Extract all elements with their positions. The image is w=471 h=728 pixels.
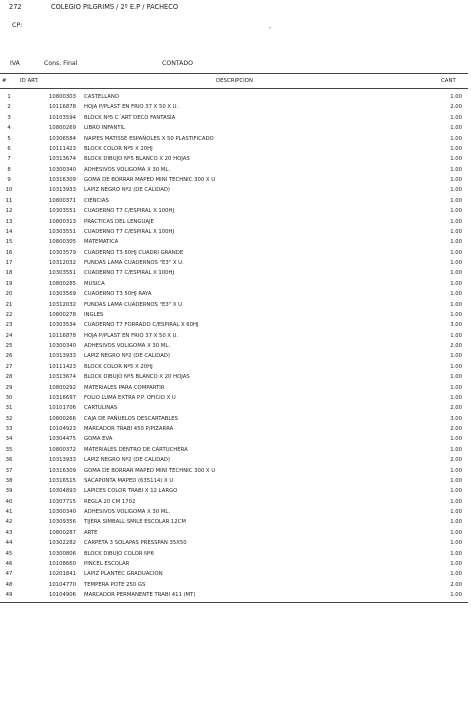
item-description: PRACTICAS DEL LENGUAJE: [84, 218, 154, 225]
item-quantity: 1.00: [450, 125, 462, 132]
table-row: [0, 445, 471, 455]
item-description: TIJERA SIMBALL SMILE ESCOLAR 12CM: [84, 519, 186, 526]
item-id: 10800285: [49, 280, 76, 287]
item-quantity: 3.00: [450, 322, 462, 329]
item-number: 26: [5, 353, 13, 360]
item-description: CUADERNO T3 50HJ CUADRI GRANDE: [84, 249, 184, 256]
item-id: 10104906: [49, 592, 76, 598]
table-row: [0, 528, 471, 538]
item-description: LAPIZ NEGRO Nº2 (DE CALIDAD): [84, 187, 170, 194]
table-row: [0, 196, 471, 206]
item-description: BLOCK Nº5 C´ART DECO FANTASÍA: [84, 114, 176, 121]
item-description: SACAPUNTA MAPED (635114) X U: [84, 477, 174, 484]
item-quantity: 1.00: [450, 394, 462, 401]
item-number: 23: [5, 322, 13, 329]
item-quantity: 1.00: [450, 270, 462, 277]
item-number: 44: [5, 540, 13, 547]
table-row: [0, 165, 471, 175]
item-description: HOJA P/PLAST EN FRIO 37 X 50 X U.: [84, 332, 179, 339]
item-description: CIENCIAS: [84, 197, 109, 204]
table-row: [0, 331, 471, 341]
table-row: [0, 134, 471, 144]
item-number: 12: [5, 208, 13, 215]
item-id: 10313933: [49, 187, 76, 194]
item-number: 31: [5, 405, 13, 412]
table-row: [0, 549, 471, 559]
item-description: BLOCK COLOR Nº5 X 20HJ: [84, 363, 153, 370]
item-number: 34: [5, 436, 13, 443]
divider-bottom: [0, 602, 468, 603]
table-row: [0, 393, 471, 403]
item-number: 45: [5, 550, 13, 557]
table-row: [0, 341, 471, 351]
item-number: 6: [7, 145, 11, 152]
item-id: 10101706: [49, 405, 76, 412]
col-qty: CANT: [441, 78, 456, 84]
item-id: 10303569: [49, 291, 76, 298]
item-id: 10303534: [49, 322, 76, 329]
item-description: MUSICA: [84, 280, 105, 287]
item-quantity: 1.00: [450, 280, 462, 287]
item-id: 10316309: [49, 177, 76, 183]
col-id: ID ART.: [20, 78, 39, 84]
item-id: 10800303: [49, 94, 76, 100]
payment-type: CONTADO: [162, 60, 193, 67]
item-number: 46: [5, 560, 13, 567]
table-row: [0, 310, 471, 320]
item-description: TEMPERA POTE 250 GS: [84, 581, 146, 588]
item-id: 10309356: [49, 519, 76, 526]
item-description: LAPICES COLOR TRABI X 12 LARGO: [84, 488, 178, 495]
item-quantity: 1.00: [450, 477, 462, 484]
table-row: [0, 497, 471, 507]
table-header: [0, 78, 471, 88]
item-id: 10312032: [49, 260, 76, 266]
table-row: [0, 113, 471, 123]
iva-label: IVA: [10, 60, 20, 67]
item-id: 10800287: [49, 529, 76, 536]
item-id: 10800305: [49, 239, 76, 246]
item-description: INGLES: [84, 311, 104, 318]
table-row: [0, 248, 471, 258]
tax-condition: Cons. Final: [44, 60, 78, 67]
item-quantity: 1.00: [450, 498, 462, 505]
item-number: 37: [5, 467, 13, 474]
table-row: [0, 102, 471, 112]
item-number: 13: [5, 218, 13, 225]
col-num: #: [2, 78, 7, 84]
school-name: COLEGIO PILGRIMS / 2º E.P / PACHECO: [51, 3, 179, 11]
item-quantity: 1.00: [450, 446, 462, 453]
item-description: FOLIO LUMA EXTRA P.P. OFICIO X U: [84, 394, 176, 401]
item-number: 9: [7, 177, 11, 183]
document-header: [9, 3, 179, 11]
item-number: 10: [5, 187, 13, 194]
item-description: CARPETA 3 SOLAPAS PRESSPAN 35X50: [84, 540, 187, 547]
item-quantity: 2.00: [450, 581, 462, 588]
item-quantity: 1.00: [450, 249, 462, 256]
item-number: 14: [5, 228, 13, 235]
item-number: 25: [5, 343, 13, 349]
item-number: 47: [5, 571, 13, 578]
item-number: 30: [5, 394, 13, 401]
item-description: LIBRO INFANTIL: [84, 125, 126, 132]
item-number: 15: [5, 239, 13, 246]
item-quantity: 1.00: [450, 239, 462, 246]
item-number: 43: [5, 529, 13, 536]
item-number: 41: [5, 509, 13, 515]
item-quantity: 3.00: [450, 415, 462, 422]
item-number: 18: [5, 270, 13, 277]
item-description: GOMA EVA: [84, 436, 113, 443]
table-row: [0, 538, 471, 548]
table-row: [0, 517, 471, 527]
item-quantity: 1.00: [450, 301, 462, 308]
item-number: 39: [5, 488, 13, 495]
cp-label: CP:: [12, 21, 23, 29]
item-number: 48: [5, 581, 13, 588]
table-row: [0, 486, 471, 496]
item-number: 24: [5, 332, 13, 339]
item-quantity: 1.00: [450, 177, 462, 183]
item-id: 10303551: [49, 208, 76, 215]
item-quantity: 1.00: [450, 218, 462, 225]
item-number: 35: [5, 446, 13, 453]
item-id: 10316697: [49, 394, 76, 401]
item-quantity: 2.00: [450, 426, 462, 432]
item-description: FUNDAS LAMA CUADERNOS "E3" X U.: [84, 301, 184, 308]
table-row: [0, 362, 471, 372]
table-row: [0, 320, 471, 330]
item-description: BLOCK COLOR Nº5 X 20HJ: [84, 145, 153, 152]
table-row: [0, 206, 471, 216]
item-description: MARCADOR PERMANENTE TRABI 411 (MT): [84, 592, 196, 598]
item-id: 10312032: [49, 301, 76, 308]
item-description: LAPIZ NEGRO Nº2 (DE CALIDAD): [84, 353, 170, 360]
item-id: 10316515: [49, 477, 76, 484]
item-description: FUNDAS LAMA CUADERNOS "E3" X U.: [84, 260, 184, 266]
item-number: 7: [7, 156, 11, 163]
list-number: 272: [9, 3, 22, 11]
item-id: 10306584: [49, 135, 76, 142]
item-id: 10316309: [49, 467, 76, 474]
item-number: 42: [5, 519, 13, 526]
item-quantity: 1.00: [450, 114, 462, 121]
item-description: BLOCK DIBUJO COLOR Nº6: [84, 550, 154, 557]
item-description: ADHESIVOS VOLIGOMA X 30 ML.: [84, 343, 171, 349]
item-id: 10313933: [49, 457, 76, 464]
item-quantity: 1.00: [450, 374, 462, 381]
table-row: [0, 154, 471, 164]
item-quantity: 1.00: [450, 592, 462, 598]
table-row: [0, 268, 471, 278]
items-table: [0, 92, 471, 600]
item-description: CARTULINAS: [84, 405, 118, 412]
table-row: [0, 403, 471, 413]
item-number: 22: [5, 311, 13, 318]
item-number: 40: [5, 498, 13, 505]
item-description: BLOCK DIBUJO Nº5 BLANCO X 20 HOJAS: [84, 156, 190, 163]
item-quantity: 2.00: [450, 405, 462, 412]
item-quantity: 1.00: [450, 363, 462, 370]
item-description: MARCADOR TRABI 450 P/PIZARRA: [84, 426, 174, 432]
table-row: [0, 590, 471, 600]
table-row: [0, 185, 471, 195]
item-description: BLOCK DIBUJO Nº5 BLANCO X 20 HOJAS: [84, 374, 190, 381]
item-description: CUADERNO T7 FORRADO C/ESPIRAL X 60HJ: [84, 322, 199, 329]
item-quantity: 1.00: [450, 291, 462, 298]
item-description: CUADERNO T3 50HJ RAYA: [84, 291, 152, 298]
table-row: [0, 237, 471, 247]
item-quantity: 1.00: [450, 353, 462, 360]
table-row: [0, 455, 471, 465]
item-number: 33: [5, 426, 13, 432]
item-description: CASTELLANO: [84, 94, 120, 100]
item-id: 10800278: [49, 311, 76, 318]
item-description: CAJA DE PAÑUELOS DESCARTABLES: [84, 415, 178, 422]
item-number: 32: [5, 415, 13, 422]
item-id: 10303579: [49, 249, 76, 256]
invoice-meta: [0, 60, 471, 70]
item-number: 19: [5, 280, 13, 287]
item-id: 10116878: [49, 332, 76, 339]
item-description: MATEMATICA: [84, 239, 119, 246]
item-description: GOMA DE BORRAR MAPED MINI TECHNIC 300 X U: [84, 467, 216, 474]
item-description: MATERIALES PARA COMPARTIR: [84, 384, 165, 391]
item-id: 10800371: [49, 197, 76, 204]
item-id: 10116878: [49, 104, 76, 111]
item-quantity: 2.00: [450, 457, 462, 464]
table-row: [0, 372, 471, 382]
item-number: 49: [5, 592, 13, 598]
item-quantity: 2.00: [450, 104, 462, 111]
item-quantity: 1.00: [450, 156, 462, 163]
table-row: [0, 144, 471, 154]
item-quantity: 1.00: [450, 436, 462, 443]
table-row: [0, 279, 471, 289]
item-id: 10800269: [49, 125, 76, 132]
item-quantity: 1.00: [450, 519, 462, 526]
item-id: 10303551: [49, 228, 76, 235]
item-quantity: 1.00: [450, 467, 462, 474]
divider-header: [0, 88, 468, 89]
item-id: 10111423: [49, 363, 76, 370]
table-row: [0, 507, 471, 517]
table-row: [0, 434, 471, 444]
table-row: [0, 351, 471, 361]
item-id: 10104770: [49, 581, 76, 588]
item-description: ADHESIVOS VOLIGOMA X 30 ML.: [84, 166, 171, 173]
table-row: [0, 569, 471, 579]
item-number: 21: [5, 301, 13, 308]
item-id: 10302282: [49, 540, 76, 547]
item-id: 10800292: [49, 384, 76, 391]
item-description: CUADERNO T7 C/ESPIRAL X 100HJ: [84, 208, 175, 215]
item-description: CUADERNO T7 C/ESPIRAL X 100HJ: [84, 270, 175, 277]
table-row: [0, 559, 471, 569]
item-quantity: 1.00: [450, 571, 462, 578]
item-id: 10313674: [49, 156, 76, 163]
item-quantity: 1.00: [450, 145, 462, 152]
item-id: 10104923: [49, 426, 76, 432]
item-id: 10304475: [49, 436, 76, 443]
item-id: 10111423: [49, 145, 76, 152]
item-number: 5: [7, 135, 11, 142]
item-quantity: 2.00: [450, 343, 462, 349]
item-quantity: 1.00: [450, 560, 462, 567]
table-row: [0, 300, 471, 310]
item-id: 10108660: [49, 560, 76, 567]
item-number: 17: [5, 260, 13, 266]
item-quantity: 1.00: [450, 197, 462, 204]
table-row: [0, 175, 471, 185]
item-quantity: 1.00: [450, 135, 462, 142]
item-quantity: 1.00: [450, 488, 462, 495]
item-quantity: 1.00: [450, 260, 462, 266]
item-id: 10300806: [49, 550, 76, 557]
item-quantity: 1.00: [450, 311, 462, 318]
item-description: LAPIZ NEGRO Nº2 (DE CALIDAD): [84, 457, 170, 464]
item-number: 38: [5, 477, 13, 484]
item-id: 10300340: [49, 509, 76, 515]
item-id: 10300340: [49, 343, 76, 349]
col-desc: DESCRIPCION: [216, 78, 253, 84]
table-row: [0, 466, 471, 476]
item-quantity: 1.00: [450, 529, 462, 536]
item-description: ARTE: [84, 529, 98, 536]
table-row: [0, 123, 471, 133]
item-quantity: 1.00: [450, 509, 462, 515]
item-quantity: 1.00: [450, 166, 462, 173]
item-quantity: 1.00: [450, 187, 462, 194]
item-quantity: 1.00: [450, 384, 462, 391]
item-quantity: 1.00: [450, 228, 462, 235]
table-row: [0, 289, 471, 299]
table-row: [0, 258, 471, 268]
item-description: MATERIALES DENTRO DE CARTUCHERA: [84, 446, 188, 453]
item-quantity: 1.00: [450, 550, 462, 557]
item-number: 2: [7, 104, 11, 111]
item-quantity: 1.00: [450, 540, 462, 547]
item-id: 10201841: [49, 571, 76, 578]
item-id: 10800313: [49, 218, 76, 225]
item-quantity: 1.00: [450, 94, 462, 100]
item-quantity: 1.00: [450, 208, 462, 215]
item-number: 27: [5, 363, 13, 370]
item-id: 10313933: [49, 353, 76, 360]
item-description: CUADERNO T7 C/ESPIRAL X 100HJ: [84, 228, 175, 235]
item-id: 10304893: [49, 488, 76, 495]
item-number: 29: [5, 384, 13, 391]
item-number: 36: [5, 457, 13, 464]
item-id: 10103594: [49, 114, 76, 121]
divider-top: [0, 73, 468, 74]
table-row: [0, 476, 471, 486]
item-number: 16: [5, 249, 13, 256]
table-row: [0, 217, 471, 227]
item-description: LAPIZ PLANTEC GRADUACION: [84, 571, 163, 578]
item-id: 10300340: [49, 166, 76, 173]
item-number: 20: [5, 291, 13, 298]
table-row: [0, 424, 471, 434]
item-description: REGLA 20 CM 1702: [84, 498, 136, 505]
item-description: HOJA P/PLAST EN FRIO 37 X 50 X U.: [84, 104, 179, 111]
item-quantity: 1.00: [450, 332, 462, 339]
table-row: [0, 92, 471, 102]
item-number: 4: [7, 125, 11, 132]
table-row: [0, 383, 471, 393]
item-number: 1: [7, 94, 11, 100]
item-description: NAIPES MATISSE ESPAÑOLES X 50 PLASTIFICADO: [84, 135, 214, 142]
item-id: 10303551: [49, 270, 76, 277]
item-description: ADHESIVOS VOLIGOMA X 30 ML.: [84, 509, 171, 515]
item-description: GOMA DE BORRAR MAPED MINI TECHNIC 300 X U: [84, 177, 216, 183]
item-number: 28: [5, 374, 13, 381]
item-id: 10307715: [49, 498, 76, 505]
cp-comma: ,: [269, 22, 272, 30]
item-description: PINCEL ESCOLAR: [84, 560, 130, 567]
item-id: 10800372: [49, 446, 76, 453]
item-number: 11: [5, 197, 13, 204]
table-row: [0, 414, 471, 424]
item-id: 10313674: [49, 374, 76, 381]
table-row: [0, 227, 471, 237]
table-row: [0, 580, 471, 590]
item-number: 3: [7, 114, 11, 121]
item-id: 10800266: [49, 415, 76, 422]
item-number: 8: [7, 166, 11, 173]
